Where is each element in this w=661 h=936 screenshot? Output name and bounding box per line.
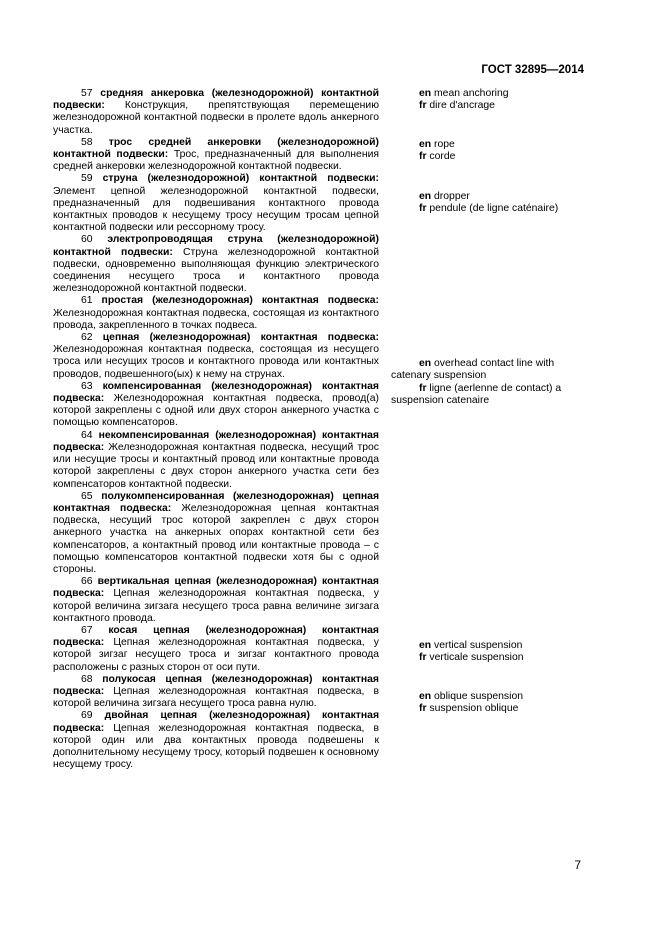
term-number: 63 (81, 380, 93, 392)
french-equivalent: verticale suspension (429, 652, 524, 664)
english-equivalent: vertical suspension (434, 640, 523, 651)
term-title: средняя анкеровка (железнодорожной) контактной подвески: (53, 88, 380, 112)
lang-code-en: en (419, 88, 432, 99)
term-entry-61 (53, 295, 379, 332)
lang-code-fr: fr (419, 203, 427, 215)
term-definition: Струна железнодорожной контактной подвески, одновременно выполняющая функцию электрического соединения несущего троса и контактного провода железнодорожной контактной подвески. (53, 246, 380, 295)
term-title: цепная (железнодорожная) контактная подвеска: (102, 332, 379, 344)
term-title: некомпенсированная (железнодорожная) контактная подвеска: (53, 429, 379, 453)
lang-code-en: en (419, 640, 432, 651)
translation-58 (391, 139, 578, 163)
english-equivalent: mean anchoring (434, 88, 509, 99)
english-equivalent: rope (434, 139, 455, 150)
term-definition: Элемент цепной железнодорожной контактной подвески, предназначенный для подвешивания контактного провода контактных проводов к несущему тросу несущим тросам цепной контактной подвески или рессорному тросу. (53, 185, 379, 234)
term-definition: Железнодорожная контактная подвеска, несущий трос или несущие тросы и контактный провод или контактные провода которой закреплены с двух сторон анкерного участка сети без компенсаторов контактной подвески. (53, 441, 379, 490)
lang-code-en: en (419, 691, 432, 702)
french-equivalent: corde (429, 151, 456, 163)
term-entry-62 (53, 332, 379, 381)
term-entry-63 (53, 381, 379, 430)
translation-66 (391, 640, 578, 664)
page-number: 7 (574, 858, 581, 872)
lang-code-fr: fr (419, 151, 427, 163)
term-title: трос средней анкеровки (железнодорожной) контактной подвески: (53, 136, 379, 161)
term-number: 66 (81, 576, 93, 588)
lang-code-fr: fr (419, 703, 427, 715)
term-entry-58 (53, 137, 379, 174)
term-number: 67 (81, 624, 93, 636)
term-number: 59 (81, 173, 93, 185)
translation-62-en (391, 358, 578, 382)
french-equivalent: suspension oblique (429, 703, 519, 715)
terms-column (53, 88, 379, 771)
term-title: двойная цепная (железнодорожная) контактная подвеска: (53, 710, 380, 734)
term-definition: Железнодорожная цепная контактная подвеска, несущий трос которой закреплен с двух сторон анкерного участка на анкерных опорах контактной сети без компенсаторов, а контактный провод или контактные провода – с помощью компенсаторов контактной подвески хотя бы с одной стороны. (53, 502, 380, 575)
term-number: 65 (81, 490, 93, 502)
term-entry-59 (53, 173, 379, 234)
term-title: компенсированная (железнодорожная) контактная подвеска: (53, 380, 379, 405)
lang-code-en: en (419, 358, 432, 369)
term-definition: Конструкция, препятствующая перемещению железнодорожной контактной подвески в пролете вдоль анкерного участка. (53, 100, 380, 136)
term-definition: Цепная железнодорожная контактная подвеска, в которой один или два контактных провода подвешены к дополнительному несущему тросу, который подвешен к основному несущему тросу. (53, 722, 379, 771)
term-number: 60 (81, 234, 93, 246)
term-entry-65 (53, 491, 379, 576)
term-number: 62 (81, 332, 93, 344)
french-equivalent: pendule (de ligne caténaire) (429, 203, 559, 215)
term-entry-67 (53, 625, 379, 674)
term-entry-57 (53, 88, 379, 137)
lang-code-en: en (419, 191, 432, 202)
lang-code-fr: fr (419, 383, 427, 394)
term-number: 68 (81, 673, 93, 685)
term-title: косая цепная (железнодорожная) контактная подвеска: (53, 624, 379, 649)
term-number: 69 (81, 710, 93, 722)
term-title: полукомпенсированная (железнодорожная) цепная контактная подвеска: (53, 490, 380, 514)
term-definition: Цепная железнодорожная контактная подвеска, у которой величина зигзага несущего троса равна величине зигзага контактного провода. (53, 588, 379, 624)
term-title: вертикальная цепная (железнодорожная) контактная подвеска: (53, 576, 379, 600)
lang-code-fr: fr (419, 100, 427, 112)
term-number: 57 (81, 88, 93, 99)
term-title: электропроводящая струна (железнодорожной) контактной подвески: (53, 234, 379, 258)
term-definition: Железнодорожная контактная подвеска, состоящая из контактного провода, закрепленного в точках подвеса. (53, 307, 379, 331)
term-number: 64 (81, 429, 93, 441)
french-equivalent: dire d'ancrage (429, 100, 495, 112)
term-definition: Железнодорожная контактная подвеска, состоящая из несущего троса или несущих тросов и контактного провода или контактных проводов, подвешенного(ых) к нему на струнах. (53, 344, 379, 380)
term-title: полукосая цепная (железнодорожная) контактная подвеска: (53, 673, 379, 697)
term-title: простая (железнодорожная) контактная подвеска: (101, 295, 379, 307)
translation-59 (391, 191, 578, 215)
term-definition: Цепная железнодорожная контактная подвеска, у которой зигзаг несущего троса и зигзаг контактного провода расположены с разных сторон от оси пути. (53, 637, 379, 673)
french-equivalent: ligne (aerlenne de contact) a suspension catenaire (391, 383, 562, 407)
lang-code-en: en (419, 139, 432, 150)
term-number: 61 (81, 295, 93, 307)
translation-62-fr (391, 383, 578, 407)
term-entry-64 (53, 430, 379, 491)
term-definition: Железнодорожная контактная подвеска, провод(а) которой закреплены с одной или двух сторон анкерного участка с помощью компенсаторов. (53, 393, 379, 429)
term-entry-66 (53, 576, 379, 625)
term-entry-68 (53, 674, 379, 711)
term-entry-69 (53, 710, 379, 771)
translation-67 (391, 691, 578, 715)
english-equivalent: overhead contact line with catenary suspension (391, 358, 555, 382)
term-entry-60 (53, 234, 379, 295)
term-title: струна (железнодорожной) контактной подвески: (102, 173, 379, 185)
lang-code-fr: fr (419, 652, 427, 664)
term-definition: Цепная железнодорожная контактная подвеска, в которой величина зигзага несущего троса равна нулю. (53, 685, 379, 710)
term-number: 58 (81, 136, 93, 148)
english-equivalent: oblique suspension (434, 691, 523, 702)
translation-57 (391, 88, 578, 112)
term-definition: Трос, предназначенный для выполнения средней анкеровки железнодорожной контактной подвески. (53, 149, 379, 173)
english-equivalent: dropper (434, 191, 470, 202)
document-code: ГОСТ 32895—2014 (481, 64, 584, 76)
